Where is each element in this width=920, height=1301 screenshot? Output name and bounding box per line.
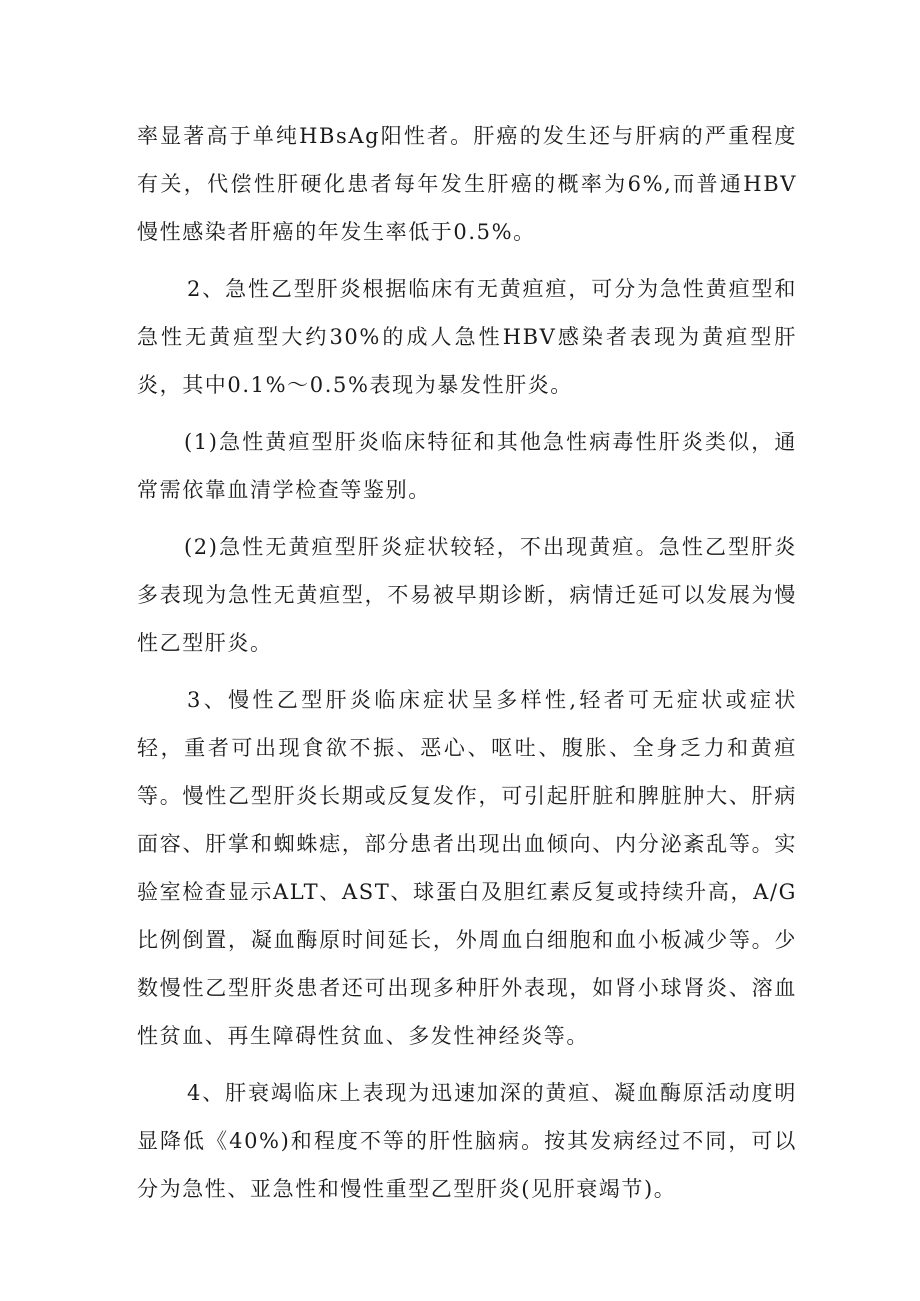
paragraph-acute-icteric: (1)急性黄疸型肝炎临床特征和其他急性病毒性肝炎类似，通常需依靠血清学检查等鉴别。	[137, 430, 797, 502]
paragraph-chronic-hepatitis-b: 3、慢性乙型肝炎临床症状呈多样性,轻者可无症状或症状轻，重者可出现食欲不振、恶心、呕吐、腹胀、全身乏力和黄疸等。慢性乙型肝炎长期或反复发作，可引起肝脏和脾脏肿大、肝病面容、肝掌和蜘蛛痣，部分患者出现出血倾向、内分泌紊乱等。实验室检查显示ALT、AST、球蛋白及胆红素反复或持续升高，A/G比例倒置，凝血酶原时间延长，外周血白细胞和血小板减少等。少数慢性乙型肝炎患者还可出现多种肝外表现，如肾小球肾炎、溶血性贫血、再生障碍性贫血、多发性神经炎等。	[137, 688, 797, 1048]
paragraph-acute-anicteric: (2)急性无黄疸型肝炎症状较轻，不出现黄疸。急性乙型肝炎多表现为急性无黄疸型，不易被早期诊断，病情迁延可以发展为慢性乙型肝炎。	[137, 535, 797, 655]
paragraph-acute-hepatitis-b: 2、急性乙型肝炎根据临床有无黄疸疸，可分为急性黄疸型和急性无黄疸型大约30%的成人急性HBV感染者表现为黄疸型肝炎，其中0.1%～0.5%表现为暴发性肝炎。	[137, 277, 797, 397]
paragraph-liver-failure: 4、肝衰竭临床上表现为迅速加深的黄疸、凝血酶原活动度明显降低《40%)和程度不等的肝性脑病。按其发病经过不同，可以分为急性、亚急性和慢性重型乙型肝炎(见肝衰竭节)。	[137, 1081, 797, 1201]
paragraph-liver-cancer-risk: 率显著高于单纯HBsAg阳性者。肝癌的发生还与肝病的严重程度有关，代偿性肝硬化患者每年发生肝癌的概率为6%,而普通HBV慢性感染者肝癌的年发生率低于0.5%。	[137, 124, 797, 244]
document-page	[137, 112, 797, 1222]
